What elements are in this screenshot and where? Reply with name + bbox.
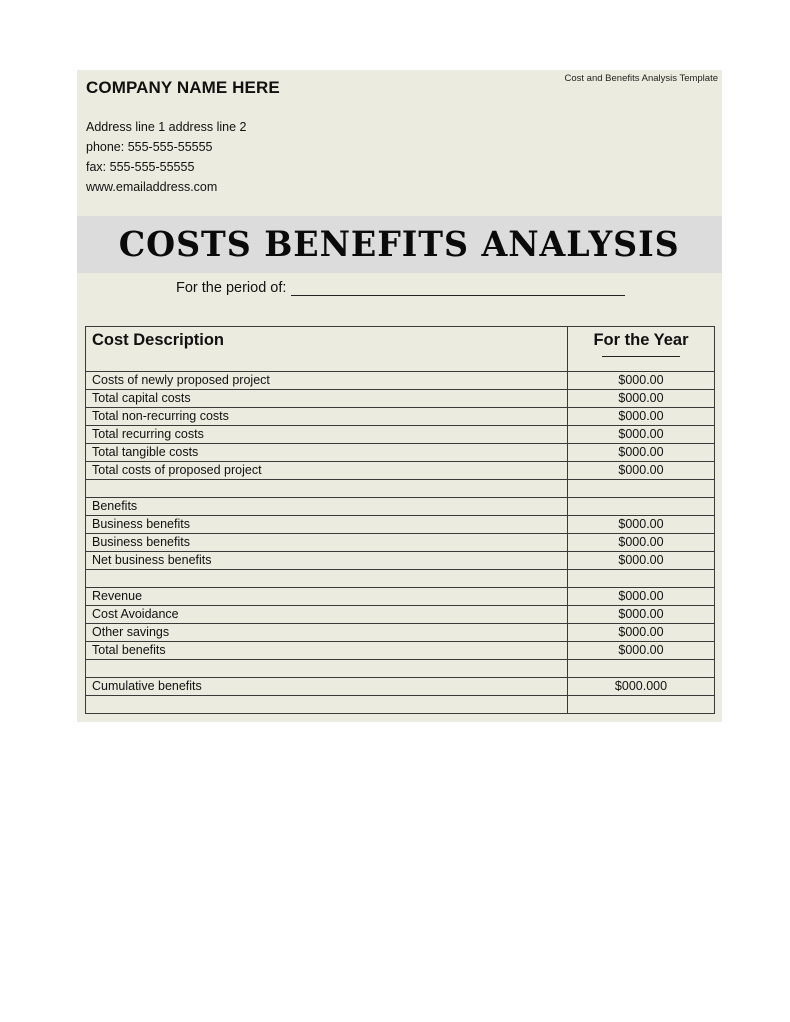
row-label[interactable] [86, 660, 568, 678]
row-value[interactable]: $000.00 [568, 534, 715, 552]
row-value[interactable] [568, 660, 715, 678]
row-value[interactable] [568, 696, 715, 714]
row-value[interactable]: $000.00 [568, 372, 715, 390]
row-value[interactable]: $000.00 [568, 588, 715, 606]
table-row [86, 408, 715, 426]
document-sheet [77, 70, 722, 722]
row-label[interactable]: Benefits [86, 498, 568, 516]
title-band [77, 216, 722, 273]
table-row [86, 696, 715, 714]
table-row [86, 552, 715, 570]
row-value[interactable]: $000.00 [568, 408, 715, 426]
row-label[interactable]: Costs of newly proposed project [86, 372, 568, 390]
table-row [86, 588, 715, 606]
address-line: Address line 1 address line 2 [86, 120, 247, 134]
table-row [86, 462, 715, 480]
table-row [86, 372, 715, 390]
phone-line: phone: 555-555-55555 [86, 140, 213, 154]
row-value[interactable]: $000.00 [568, 606, 715, 624]
cost-benefit-table [85, 326, 715, 714]
template-label: Cost and Benefits Analysis Template [564, 73, 718, 84]
website-line: www.emailaddress.com [86, 180, 218, 194]
company-name: COMPANY NAME HERE [86, 78, 280, 97]
row-label[interactable]: Net business benefits [86, 552, 568, 570]
row-value[interactable]: $000.00 [568, 552, 715, 570]
row-value[interactable]: $000.00 [568, 462, 715, 480]
row-label[interactable]: Business benefits [86, 516, 568, 534]
period-blank-line[interactable] [291, 280, 625, 296]
table-row [86, 426, 715, 444]
row-value[interactable] [568, 480, 715, 498]
row-label[interactable] [86, 570, 568, 588]
row-label[interactable]: Total capital costs [86, 390, 568, 408]
header-for-the-year [568, 327, 715, 372]
period-label: For the period of: [176, 280, 287, 296]
company-address-block [86, 117, 247, 197]
row-value[interactable]: $000.00 [568, 624, 715, 642]
row-value[interactable]: $000.00 [568, 390, 715, 408]
row-value[interactable] [568, 570, 715, 588]
table-row [86, 570, 715, 588]
row-label[interactable]: Other savings [86, 624, 568, 642]
header-cost-description: Cost Description [86, 327, 568, 372]
row-label[interactable]: Total non-recurring costs [86, 408, 568, 426]
row-label[interactable]: Revenue [86, 588, 568, 606]
table-header-row [86, 327, 715, 372]
table-row [86, 606, 715, 624]
row-label[interactable]: Cost Avoidance [86, 606, 568, 624]
row-value[interactable] [568, 498, 715, 516]
document-title: COSTS BENEFITS ANALYSIS [119, 224, 680, 265]
table-row [86, 498, 715, 516]
table-row [86, 516, 715, 534]
row-value[interactable]: $000.000 [568, 678, 715, 696]
table-row [86, 390, 715, 408]
row-value[interactable]: $000.00 [568, 642, 715, 660]
row-label[interactable]: Total costs of proposed project [86, 462, 568, 480]
year-blank-line[interactable] [602, 355, 680, 357]
row-label[interactable]: Business benefits [86, 534, 568, 552]
row-label[interactable] [86, 480, 568, 498]
row-label[interactable]: Total recurring costs [86, 426, 568, 444]
table-row [86, 642, 715, 660]
table-row [86, 660, 715, 678]
table-row [86, 444, 715, 462]
row-value[interactable]: $000.00 [568, 426, 715, 444]
table-row [86, 534, 715, 552]
period-field [176, 280, 625, 296]
row-value[interactable]: $000.00 [568, 516, 715, 534]
header-year-label: For the Year [593, 331, 689, 349]
table-row [86, 678, 715, 696]
row-value[interactable]: $000.00 [568, 444, 715, 462]
row-label[interactable]: Total benefits [86, 642, 568, 660]
row-label[interactable]: Cumulative benefits [86, 678, 568, 696]
row-label[interactable] [86, 696, 568, 714]
table-row [86, 624, 715, 642]
table-row [86, 480, 715, 498]
fax-line: fax: 555-555-55555 [86, 160, 195, 174]
row-label[interactable]: Total tangible costs [86, 444, 568, 462]
